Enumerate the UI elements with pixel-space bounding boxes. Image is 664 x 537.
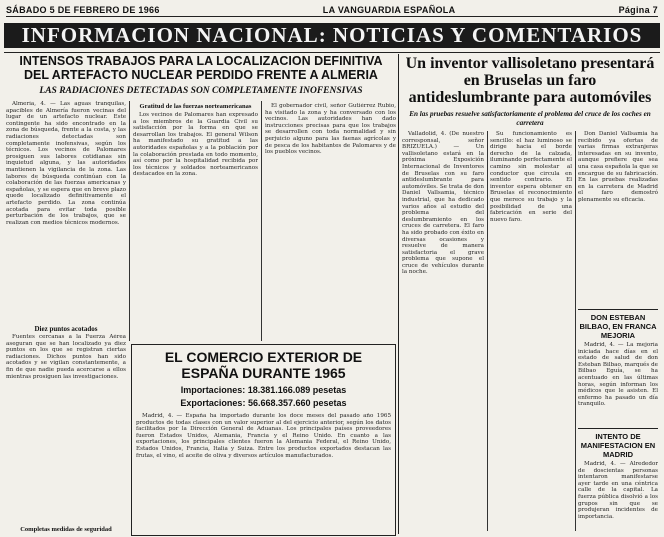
header-date: SÁBADO 5 DE FEBRERO DE 1966 (6, 5, 160, 15)
left-col1-subhead: Diez puntos acotados (34, 325, 98, 333)
commerce-headline: EL COMERCIO EXTERIOR DE ESPAÑA DURANTE 1965 (164, 349, 363, 381)
manifestation-body (578, 461, 658, 537)
bilbao-text: Madrid, 4. — La mejoría iniciada hace días en el estado de salud de don Esteban Bilbao, marqués de Bilbao Eguía, se ha acentuado en las últimas horas, según informan los médicos que le asisten. El enfermo ha pasado un día tranquilo. (578, 342, 658, 408)
right-article-col1 (402, 131, 484, 531)
right-article-headline: Un inventor vallisoletano presentará en Bruselas un faro antideslumbrante para automóviles (405, 55, 655, 106)
commerce-article (131, 344, 396, 536)
section-banner: INFORMACION NACIONAL: NOTICIAS Y COMENTARIOS (4, 23, 660, 48)
imports-line (136, 384, 391, 396)
left-article-col3 (265, 103, 396, 341)
right-article-col2 (490, 131, 572, 531)
left-col2-text: Los vecinos de Palomares han expresado a los miembros de la Guardia Civil su satisfacción por la forma en que se desarrollan los trabajos. El general Wilson ha manifestado su gratitud a las autoridades españolas y a la población por la colaboración prestada en todo momento, así como por la hospitalidad recibida por los técnicos y soldados norteamericanos destacados en la zona. (133, 112, 258, 178)
bilbao-article (578, 309, 658, 430)
left-col3-text: El gobernador civil, señor Gutiérrez Rubio, ha visitado la zona y ha conversado con los vecinos. Las autoridades han dado instrucciones precisas para que los trabajos se desarrollen con toda normalidad y sin perjuicio alguno para las faenas agrícolas y de pesca de los habitantes de Palomares y de los pueblos vecinos. (265, 103, 396, 156)
column-divider (575, 131, 576, 531)
left-article-col2 (133, 112, 258, 342)
bilbao-headline: DON ESTEBAN BILBAO, EN FRANCA MEJORIA (579, 313, 657, 340)
divider (4, 52, 660, 53)
column-divider (129, 101, 130, 341)
exports-value: 56.668.357.660 pesetas (247, 398, 347, 408)
column-divider (487, 131, 488, 531)
right-article-subhead: En las pruebas resuelve satisfactoriamente el problema del cruce de los coches en carretera (409, 110, 651, 127)
left-article-col1 (6, 101, 126, 323)
imports-label: Importaciones: (180, 385, 246, 395)
manifestation-article (578, 428, 658, 537)
left-col1-text: Almería, 4. — Las aguas tranquilas, apacibles de Almería fueron vecinas del lugar de un artefacto nuclear. Este contingente ha sido encontrado en la zona de búsqueda, frente a la costa, y las radiaciones detectadas son completamente inofensivas, según los técnicos. Los vecinos de Palomares prosiguen sus labores cotidianas sin inquietud alguna, y las autoridades mantienen la vigilancia de la zona. Las labores de búsqueda continúan con la colaboración de las fuerzas americanas y españolas, y se espera que en breve plazo quede localizado definitivamente el artefacto perdido. La zona continúa acotada para evitar toda posible perturbación de los trabajos, que se realizan con medios técnicos modernos. (6, 101, 126, 226)
left-col1-text2: Fuentes cercanas a la Fuerza Aérea aseguran que se han localizado ya diez puntos en los que se registran ciertas radiaciones. Dichos puntos han sido acotados y se vigilan constantemente, a fin de que nadie pueda acercarse a ellos mientras prosiguen las investigaciones. (6, 334, 126, 380)
page-header (6, 4, 658, 17)
imports-value: 18.381.166.089 pesetas (247, 385, 347, 395)
left-article-headline: INTENSOS TRABAJOS PARA LA LOCALIZACION DEFINITIVA DEL ARTEFACTO NUCLEAR PERDIDO FRENTE A ALMERIA (19, 54, 383, 82)
left-col2-subhead: Gratitud de las fuerzas norteamericanas (139, 103, 252, 110)
manifestation-headline: INTENTO DE MANIFESTACION EN MADRID (580, 432, 656, 459)
bilbao-body (578, 342, 658, 430)
commerce-body (136, 413, 391, 531)
right-article-col3 (578, 131, 658, 306)
left-col1-subhead2: Completas medidas de seguridad (20, 526, 112, 533)
commerce-body-text: Madrid, 4. — España ha importado durante los doce meses del pasado año 1965 productos de todas clases con un valor superior al del ejercicio anterior, según los datos facilitados por la Dirección General de Aduanas. Los principales países proveedores fueron Estados Unidos, Alemania, Francia y el Reino Unido. En cuanto a las exportaciones, los principales clientes fueron la Alemania Federal, el Reino Unido, Estados Unidos, Francia, Italia y Suiza. Entre los productos exportados destacan las frutas, el vino, el aceite de oliva y diversos artículos manufacturados. (136, 413, 391, 459)
header-newspaper: LA VANGUARDIA ESPAÑOLA (322, 5, 456, 15)
right-col1-text: Valladolid, 4. (De nuestro corresponsal, señor BRIZUELA.) — Un vallisoletano estará en la próxima Exposición Internacional de Inventores de Bruselas con su faro antideslumbrante para automóviles. Se trata de don Daniel Vallsamia, técnico industrial, que ha dedicado varios años al estudio del problema del deslumbramiento en los cruces de carretera. El faro ha sido probado con éxito en diversas ocasiones y resuelve de manera satisfactoria el grave problema que supone el cruce de vehículos durante la noche. (402, 131, 484, 276)
header-page-number: Página 7 (618, 5, 658, 15)
column-divider (261, 101, 262, 341)
section-divider (398, 54, 399, 534)
left-article-col1b (6, 334, 126, 524)
manifestation-text: Madrid, 4. — Alrededor de doscientas personas intentaron manifestarse ayer tarde en una céntrica calle de la capital. La fuerza pública disolvió a los grupos sin que se produjeran incidentes de importancia. (578, 461, 658, 520)
right-col3-text: Don Daniel Vallsamia ha recibido ya ofertas de varias firmas extranjeras interesadas en su invento, aunque prefiere que sea una casa española la que se encargue de su fabricación. En las pruebas realizadas en la carretera de Madrid el faro demostró plenamente su eficacia. (578, 131, 658, 203)
right-col2-text: Su funcionamiento es sencillo: el haz luminoso se dirige hacia el borde derecho de la calzada, iluminando perfectamente el camino sin molestar al conductor que circula en sentido contrario. El inventor espera obtener en Bruselas el reconocimiento que merece su trabajo y la posibilidad de una fabricación en serie del nuevo faro. (490, 131, 572, 223)
left-article-subhead: LAS RADIACIONES DETECTADAS SON COMPLETAMENTE INOFENSIVAS (39, 86, 363, 96)
exports-label: Exportaciones: (180, 398, 246, 408)
exports-line (136, 397, 391, 409)
